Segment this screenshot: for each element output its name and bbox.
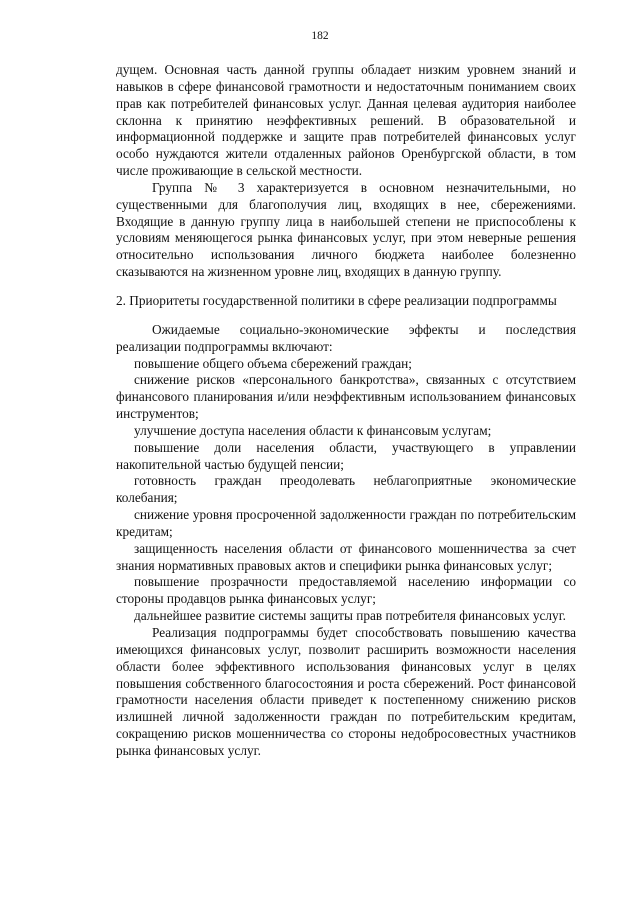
conclusion-paragraph: Реализация подпрограммы будет способствовать повышению качества имеющихся финансовых услуг, позволит расширить возможности населения области более эффективного использования финансовых услуг в целях повышения собственного благосостояния и роста сбережений. Рост финансовой грамотности населения области приведет к постепенному снижению рисков излишней личной задолженности граждан по потребительским кредитам, сокращению рисков мошенничества со стороны недобросовестных участников рынка финансовых услуг. [116, 625, 576, 758]
page-body [116, 62, 576, 760]
list-item: готовность граждан преодолевать неблагоприятные экономические колебания; [116, 473, 576, 506]
list-item: дальнейшее развитие системы защиты прав потребителя финансовых услуг. [134, 608, 566, 624]
list-item: повышение доли населения области, участвующего в управлении накопительной частью будущей пенсии; [116, 439, 576, 472]
effects-intro: Ожидаемые социально-экономические эффекты и последствия реализации подпрограммы включают: [116, 321, 576, 354]
list-item: повышение прозрачности предоставляемой населению информации со стороны продавцов рынка финансовых услуг; [116, 574, 576, 607]
list-item: улучшение доступа населения области к финансовым услугам; [134, 422, 492, 438]
list-item: защищенность населения области от финансового мошенничества за счет знания нормативных правовых актов и специфики рынка финансовых услуг; [116, 540, 576, 573]
list-item: снижение рисков «персонального банкротства», связанных с отсутствием финансового планирования и/или неэффективным использованием финансовых инструментов; [116, 372, 576, 422]
paragraph-group-3: Группа № 3 характеризуется в основном незначительными, но существенными для благополучия лиц, входящих в нее, сбережениями. Входящие в данную группу лица в наибольшей степени не приспособлены к условиям меняющегося рынка финансовых услуг, при этом неверные решения относительно использования личного бюджета наиболее болезненно сказываются на жизненном уровне лиц, входящих в данную группу. [116, 179, 576, 280]
section-heading: 2. Приоритеты государственной политики в сфере реализации подпрограммы [116, 292, 557, 308]
paragraph-group-2-continuation: дущем. Основная часть данной группы обладает низким уровнем знаний и навыков в сфере финансовой грамотности и недостаточным пониманием своих прав как потребителей финансовых услуг. Данная целевая аудитория наиболее склонна к принятию неэффективных решений. В образовательной и информационной поддержке и защите прав потребителей финансовых услуг особо нуждаются жители отдаленных районов Оренбургской области, в том числе проживающие в сельской местности. [116, 62, 576, 179]
list-item: повышение общего объема сбережений граждан; [134, 355, 412, 371]
list-item: снижение уровня просроченной задолженности граждан по потребительским кредитам; [116, 507, 576, 539]
page-number: 182 [311, 30, 329, 42]
